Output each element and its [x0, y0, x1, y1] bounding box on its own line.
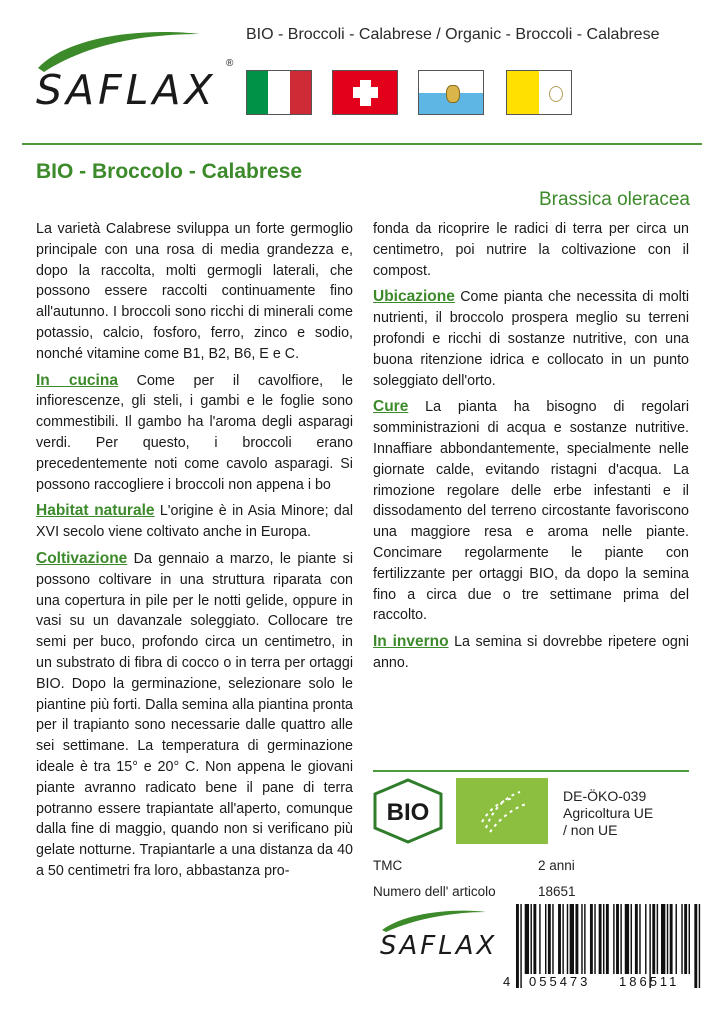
left-column [36, 219, 353, 888]
article-number-value: 18651 [538, 884, 576, 899]
tmc-value: 2 anni [538, 858, 575, 873]
barcode-bar [603, 904, 604, 974]
cucina-text: Come per il cavolfiore, le infiorescenze, gli steli, i gambi e le foglie sono commestibili. Il gambo ha l'aroma degli asparagi verdi. Per questo, i broccoli erano precedentemente noti come cavolo asparagi. Si possono raccogliere i broccoli non appena i bo [36, 372, 353, 493]
barcode-bar [545, 904, 546, 974]
intro-paragraph: La varietà Calabrese sviluppa un forte germoglio principale con una rosa di media grandezza e, dopo la raccolta, molti germogli laterali, che possono essere raccolti continuamente fino all'autunno. I broccoli sono ricchi di minerali come potassio, calcio, fosforo, ferro, zinco e sodio, nonché vitamine come B1, B2, B6, E e C. [36, 221, 353, 362]
flag-san-marino-icon [418, 70, 484, 115]
barcode-bar [594, 904, 595, 974]
flag-switzerland-icon [332, 70, 398, 115]
barcode-bar [639, 904, 640, 974]
saflax-logo [30, 24, 240, 124]
header-title: BIO - Broccoli - Calabrese / Organic - Broccoli - Calabrese [246, 26, 660, 43]
eu-organic-leaf-icon [456, 778, 548, 844]
coltivazione-heading: Coltivazione [36, 549, 128, 567]
header-divider [22, 143, 702, 145]
barcode-bar [516, 904, 519, 988]
barcode-bar [548, 904, 551, 974]
barcode-bar [520, 904, 521, 988]
barcode-bar [584, 904, 585, 974]
certification-divider [373, 770, 689, 772]
barcode-bar [670, 904, 673, 974]
barcode-bar [645, 904, 646, 974]
barcode-bar [558, 904, 561, 974]
barcode-bar [652, 904, 655, 974]
cure-text: La pianta ha bisogno di regolari somministrazioni di acqua e sostanze nutritive. Innaffiare abbondantemente, specialmente nelle giornate calde, evitando ristagni d'acqua. La rimozione regolare delle erbe infestanti e il dissodamento del terreno circostante favoriscono una maggiore resa e aroma nelle piante. Concimare regolarmente le piante con fertilizzante per ortaggi BIO, da dopo la semina fino a circa due o tre settimane prima del raccolto. [373, 399, 689, 624]
barcode-bar [525, 904, 529, 974]
habitat-heading: Habitat naturale [36, 502, 155, 520]
cert-origin-2: / non UE [563, 822, 618, 838]
ubicazione-section [373, 287, 689, 391]
coltivazione-section [36, 549, 353, 882]
inverno-heading: In inverno [373, 633, 449, 651]
barcode-digit-first: 4 [503, 974, 511, 989]
barcode-bar [694, 904, 697, 988]
species-name: Brassica oleracea [538, 189, 690, 210]
ubicazione-heading: Ubicazione [373, 288, 455, 306]
barcode-bar [533, 904, 536, 974]
barcode-bar [590, 904, 593, 974]
barcode-bar [699, 904, 700, 988]
barcode-bar [635, 904, 638, 974]
cure-section [373, 397, 689, 626]
barcode-bar [575, 904, 578, 974]
coltivazione-text: Da gennaio a marzo, le piante si possono coltivare in una struttura riparata con una copertura in pile per le notti gelide, oppure in vasi su un davanzale soleggiato. Collocare tre semi per buco, profondo circa un centimetro, in un substrato di fibra di cocco o in terra per ortaggi BIO. Dopo la germinazione, selezionare solo le piantine più forti. Dalla semina alla piantina pronta per il trapianto sono necessarie dalle quattro alle sei settimane. La temperatura di germinazione ideale è tra 15° e 20° C. Non appena le giovani piante avranno radicato bene il pane di terra potranno essere trapiantate all'aperto, comunque dalla fine di maggio, quando non si verificano più gelate notturne. Trapiantarle a una distanza da 40 a 50 centimetri fra loro, abbastanza pro- [36, 550, 353, 879]
registered-mark: ® [226, 58, 234, 69]
barcode-bar [681, 904, 682, 974]
habitat-text: L'origine è in Asia Minore; dal XVI secolo viene coltivato anche in Europa. [36, 503, 353, 541]
barcode-bar [531, 904, 532, 974]
barcode-bar [599, 904, 602, 974]
logo-text: SAFLAX [36, 66, 217, 114]
article-number-label: Numero dell' articolo [373, 884, 496, 899]
bio-seal-label: BIO [386, 799, 430, 826]
certification-text [563, 788, 713, 839]
cure-heading: Cure [373, 398, 409, 416]
barcode-bar [616, 904, 619, 974]
flag-italy-icon [246, 70, 312, 115]
flag-vatican-icon [506, 70, 572, 115]
cucina-section [36, 371, 353, 496]
barcode-bar [689, 904, 690, 974]
habitat-section [36, 501, 353, 543]
barcode-bar [567, 904, 568, 974]
barcode-bar [539, 904, 540, 974]
page-title: BIO - Broccolo - Calabrese [36, 160, 303, 183]
right-column [373, 219, 689, 680]
barcode-bar [570, 904, 574, 974]
saflax-logo-small [376, 906, 506, 970]
barcode-bar [684, 904, 687, 974]
barcode-bar [625, 904, 629, 974]
barcode-bar [552, 904, 553, 974]
inverno-section [373, 632, 689, 674]
barcode-bar [562, 904, 563, 974]
barcode-bar [657, 904, 658, 974]
barcode-bar [661, 904, 665, 974]
barcode-group-2: 186511 [619, 974, 680, 989]
bio-seal-icon [371, 778, 445, 844]
logo-text-small: SAFLAX [380, 931, 498, 961]
cert-origin: Agricoltura UE [563, 805, 654, 821]
barcode-bar [606, 904, 609, 974]
continued-paragraph: fonda da ricoprire le radici di terra per circa un centimetro, poi nutrire la coltivazione con il compost. [373, 221, 689, 279]
cert-code: DE-ÖKO-039 [563, 788, 647, 804]
barcode-bar [676, 904, 677, 974]
cucina-heading: In cucina [36, 371, 118, 389]
barcode-group-1: 055473 [529, 974, 591, 989]
barcode-bar [667, 904, 668, 974]
tmc-label: TMC [373, 858, 403, 873]
barcode-bar [613, 904, 614, 974]
barcode-bar [620, 904, 621, 974]
ubicazione-text: Come pianta che necessita di molti nutrienti, il broccolo prospera meglio su terreni profondi e ricchi di sostanze nutritive, con una buona ritenzione idrica e collocato in un punto soleggiato dell'orto. [373, 289, 689, 389]
barcode-bar [631, 904, 632, 974]
barcode-bar [581, 904, 582, 974]
inverno-text: La semina si dovrebbe ripetere ogni anno. [373, 634, 689, 671]
